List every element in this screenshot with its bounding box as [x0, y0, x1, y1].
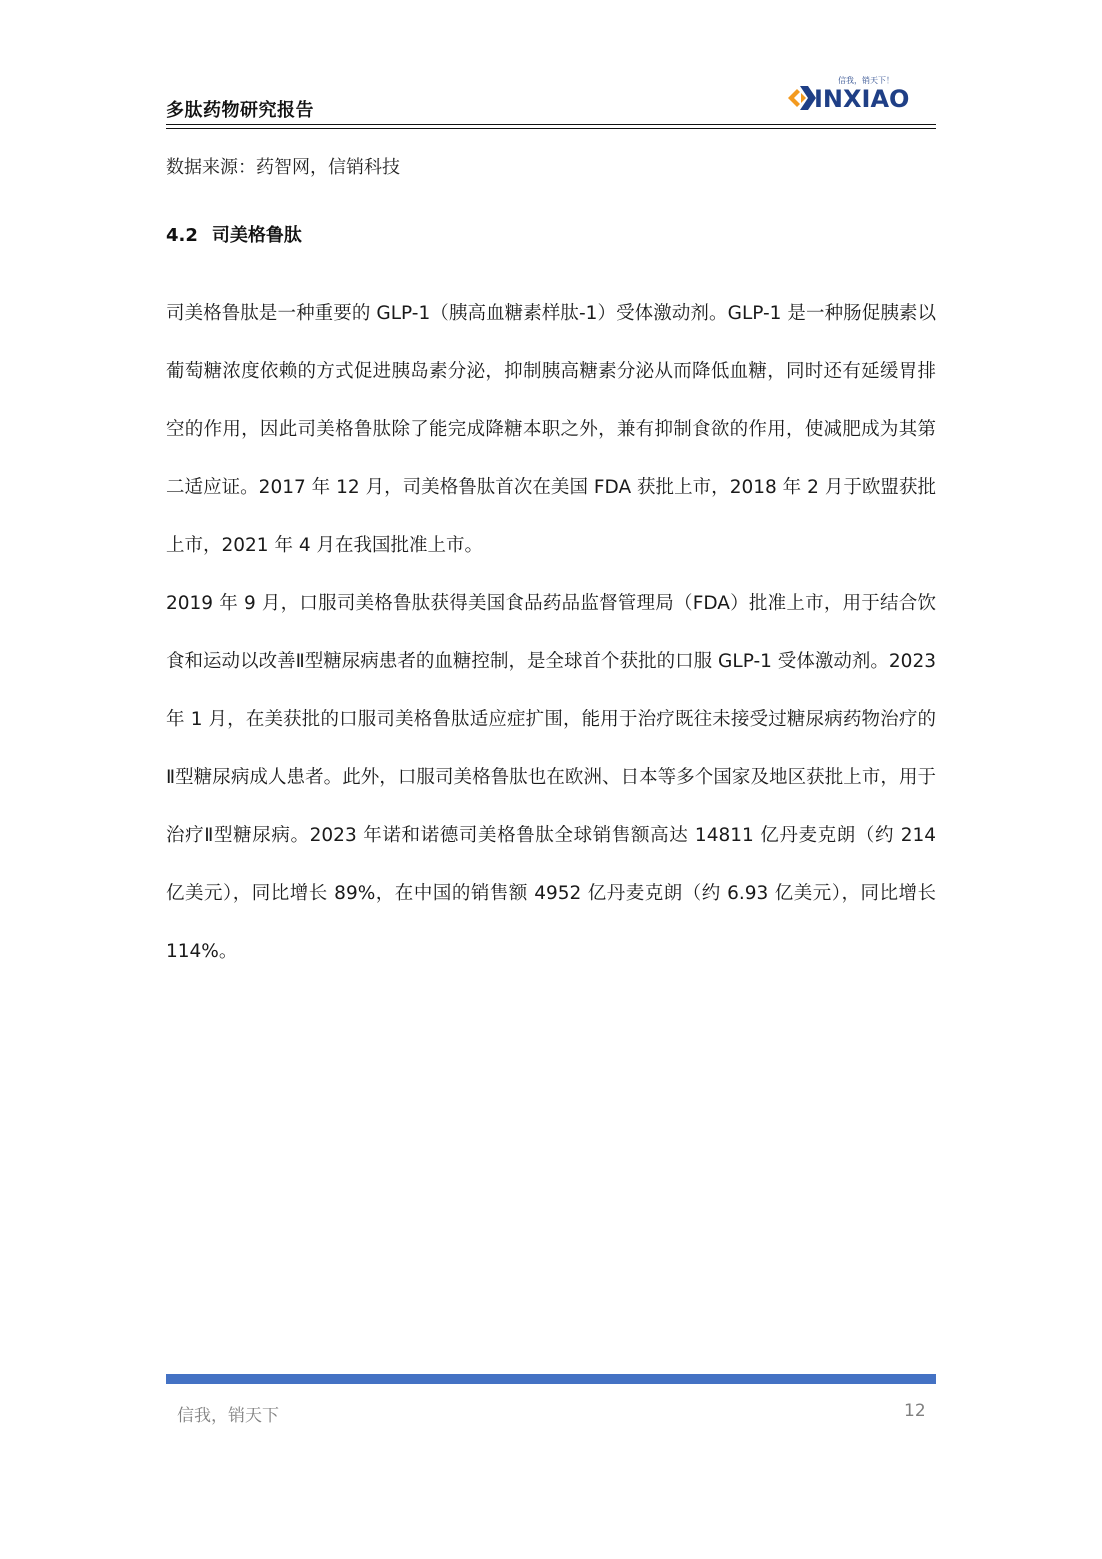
section-number: 4.2 [166, 225, 198, 246]
header-rule [166, 124, 936, 125]
footer-bar [166, 1374, 936, 1384]
paragraph: 司美格鲁肽是一种重要的 GLP-1（胰高血糖素样肽-1）受体激动剂。GLP-1 是一种肠促胰素以葡萄糖浓度依赖的方式促进胰岛素分泌，抑制胰高糖素分泌从而降低血糖，同时还有延缓胃排空的作用，因此司美格鲁肽除了能完成降糖本职之外，兼有抑制食欲的作用，使减肥成为其第二适应证。2017 年 12 月，司美格鲁肽首次在美国 FDA 获批上市，2018 年 2 月于欧盟获批上市，2021 年 4 月在我国批准上市。 [166, 303, 936, 556]
logo-wordmark: INXIAO [814, 85, 910, 113]
data-source-note: 数据来源：药智网，信销科技 [166, 157, 400, 178]
company-logo [784, 74, 934, 116]
section-heading [166, 221, 302, 247]
section-title: 司美格鲁肽 [211, 225, 302, 246]
header-rule-thin [166, 128, 936, 129]
body-text [166, 285, 936, 981]
logo-slogan: 信我，销天下！ [838, 76, 894, 85]
page-number: 12 [904, 1401, 926, 1421]
report-title: 多肽药物研究报告 [166, 100, 314, 121]
footer-slogan: 信我，销天下 [177, 1406, 279, 1426]
paragraph: 2019 年 9 月，口服司美格鲁肽获得美国食品药品监督管理局（FDA）批准上市，用于结合饮食和运动以改善Ⅱ型糖尿病患者的血糖控制，是全球首个获批的口服 GLP-1 受体激动剂。2023 年 1 月，在美获批的口服司美格鲁肽适应症扩围，能用于治疗既往未接受过糖尿病药物治疗的Ⅱ型糖尿病成人患者。此外，口服司美格鲁肽也在欧洲、日本等多个国家及地区获批上市，用于治疗Ⅱ型糖尿病。2023 年诺和诺德司美格鲁肽全球销售额高达 14811 亿丹麦克朗（约 214 亿美元），同比增长 89%，在中国的销售额 4952 亿丹麦克朗（约 6.93 亿美元），同比增长 114%。 [166, 593, 936, 962]
